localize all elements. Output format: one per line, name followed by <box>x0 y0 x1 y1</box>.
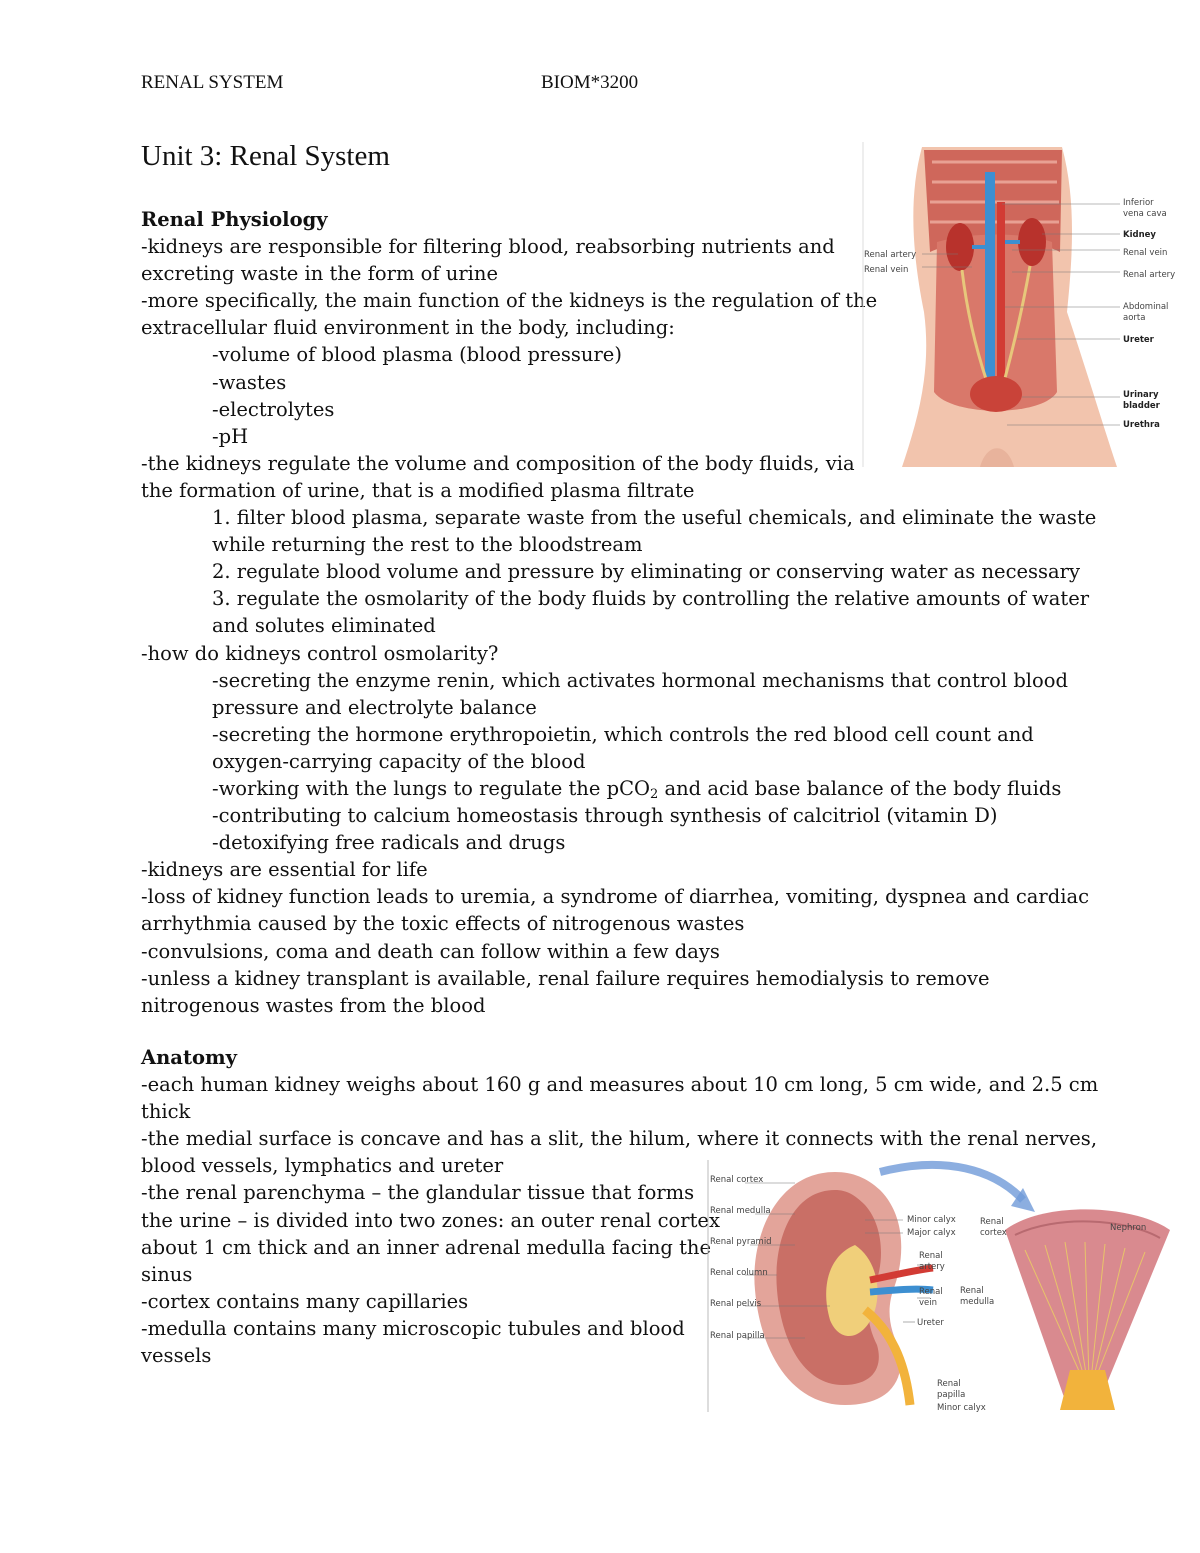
list-item: -wastes <box>212 370 287 394</box>
label-ureter-2: Ureter <box>917 1318 944 1328</box>
physiology-heading: Renal Physiology <box>141 208 328 231</box>
label-kidney: Kidney <box>1123 230 1156 240</box>
text-line: -the renal parenchyma – the glandular tissue that forms <box>141 1181 695 1205</box>
label-vena-cava: vena cava <box>1123 209 1167 219</box>
label-vein: vein <box>919 1298 938 1308</box>
label-artery: artery <box>919 1262 945 1272</box>
list-item: while returning the rest to the bloodstream <box>212 533 643 557</box>
text-line: the formation of urine, that is a modified plasma filtrate <box>141 478 695 502</box>
label-minor-calyx: Minor calyx <box>907 1215 956 1225</box>
list-item: -electrolytes <box>212 397 335 421</box>
header-right: BIOM*3200 <box>541 72 639 93</box>
text-line: arrhythmia caused by the toxic effects of nitrogenous wastes <box>141 912 745 936</box>
text-line: -cortex contains many capillaries <box>141 1289 469 1313</box>
label-abdominal: Abdominal <box>1123 302 1169 312</box>
text-line: -the medial surface is concave and has a slit, the hilum, where it connects with the renal nerves, <box>141 1127 1098 1151</box>
label-renal-2: Renal <box>919 1287 943 1297</box>
list-item: -pH <box>212 424 249 448</box>
list-item: oxygen-carrying capacity of the blood <box>212 749 586 773</box>
list-item: -secreting the hormone erythropoietin, which controls the red blood cell count and <box>212 722 1034 746</box>
page-title: Unit 3: Renal System <box>141 140 390 172</box>
text-line: -unless a kidney transplant is available, renal failure requires hemodialysis to remove <box>141 966 990 990</box>
label-renal-papilla: Renal papilla <box>710 1331 765 1341</box>
label-renal-pelvis: Renal pelvis <box>710 1299 762 1309</box>
kidney-section-figure <box>705 1160 1175 1412</box>
text-line: -the kidneys regulate the volume and composition of the body fluids, via <box>141 451 855 475</box>
text-line: -more specifically, the main function of the kidneys is the regulation of the <box>141 289 878 313</box>
list-item: 3. regulate the osmolarity of the body fluids by controlling the relative amounts of water <box>212 587 1090 611</box>
text-line: thick <box>141 1100 191 1124</box>
label-papilla: papilla <box>937 1390 966 1400</box>
bladder-shape <box>970 376 1022 412</box>
label-inferior: Inferior <box>1123 198 1154 208</box>
text-line: sinus <box>141 1262 193 1286</box>
text-line: excreting waste in the form of urine <box>141 262 498 286</box>
text-span: and acid base balance of the body fluids <box>658 776 1062 800</box>
label-aorta: aorta <box>1123 313 1146 323</box>
text-line: -kidneys are responsible for filtering blood, reabsorbing nutrients and <box>141 235 835 259</box>
list-item: and solutes eliminated <box>212 614 436 638</box>
label-renal-artery: Renal artery <box>1123 270 1176 280</box>
label-renal-3: Renal <box>980 1217 1004 1227</box>
label-renal-4: Renal <box>960 1286 984 1296</box>
aorta-shape <box>997 202 1005 387</box>
text-line: -convulsions, coma and death can follow within a few days <box>141 939 720 963</box>
list-item: pressure and electrolyte balance <box>212 695 537 719</box>
left-kidney-shape <box>946 223 974 271</box>
label-urinary: Urinary <box>1123 390 1159 400</box>
label-nephron: Nephron <box>1110 1223 1147 1233</box>
label-renal-column: Renal column <box>710 1268 768 1278</box>
label-renal-cortex: Renal cortex <box>710 1175 764 1185</box>
text-line: -kidneys are essential for life <box>141 858 428 882</box>
list-item: -secreting the enzyme renin, which activates hormonal mechanisms that control blood <box>212 668 1069 692</box>
text-line: vessels <box>141 1344 212 1368</box>
label-bladder: bladder <box>1123 401 1160 411</box>
text-line: -how do kidneys control osmolarity? <box>141 641 499 665</box>
label-left-renal-artery: Renal artery <box>864 250 917 260</box>
text-line: blood vessels, lymphatics and ureter <box>141 1154 504 1178</box>
anatomy-heading: Anatomy <box>141 1046 237 1069</box>
subscript: 2 <box>649 786 659 802</box>
text-line: -each human kidney weighs about 160 g and measures about 10 cm long, 5 cm wide, and 2.5 cm <box>141 1073 1099 1097</box>
text-line: about 1 cm thick and an inner adrenal medulla facing the <box>141 1235 712 1259</box>
label-renal: Renal <box>919 1251 943 1261</box>
vena-cava-shape <box>985 172 995 387</box>
label-major-calyx: Major calyx <box>907 1228 956 1238</box>
label-minor-calyx-2: Minor calyx <box>937 1403 986 1412</box>
text-line: -loss of kidney function leads to uremia, a syndrome of diarrhea, vomiting, dyspnea and cardiac <box>141 885 1089 909</box>
label-cortex: cortex <box>980 1228 1007 1238</box>
label-ureter: Ureter <box>1123 335 1154 345</box>
list-item <box>141 775 1096 802</box>
text-line: nitrogenous wastes from the blood <box>141 993 486 1017</box>
label-medulla: medulla <box>960 1297 995 1307</box>
list-item: -detoxifying free radicals and drugs <box>212 831 566 855</box>
list-item: -volume of blood plasma (blood pressure) <box>212 343 622 367</box>
label-left-renal-vein: Renal vein <box>864 265 909 275</box>
label-renal-medulla: Renal medulla <box>710 1206 771 1216</box>
text-span: -working with the lungs to regulate the pCO <box>212 776 650 800</box>
label-renal-vein: Renal vein <box>1123 248 1168 258</box>
label-renal-5: Renal <box>937 1379 961 1389</box>
list-item: 1. filter blood plasma, separate waste from the useful chemicals, and eliminate the waste <box>212 506 1097 530</box>
urinary-system-figure <box>862 142 1184 467</box>
list-item: 2. regulate blood volume and pressure by eliminating or conserving water as necessary <box>212 560 1081 584</box>
text-line: -medulla contains many microscopic tubules and blood <box>141 1316 685 1340</box>
header-left: RENAL SYSTEM <box>141 72 284 93</box>
right-kidney-shape <box>1018 218 1046 266</box>
label-renal-pyramid: Renal pyramid <box>710 1237 772 1247</box>
text-line: extracellular fluid environment in the body, including: <box>141 316 675 340</box>
text-line: the urine – is divided into two zones: an outer renal cortex <box>141 1208 720 1232</box>
list-item: -contributing to calcium homeostasis through synthesis of calcitriol (vitamin D) <box>212 804 998 828</box>
label-urethra: Urethra <box>1123 420 1160 430</box>
